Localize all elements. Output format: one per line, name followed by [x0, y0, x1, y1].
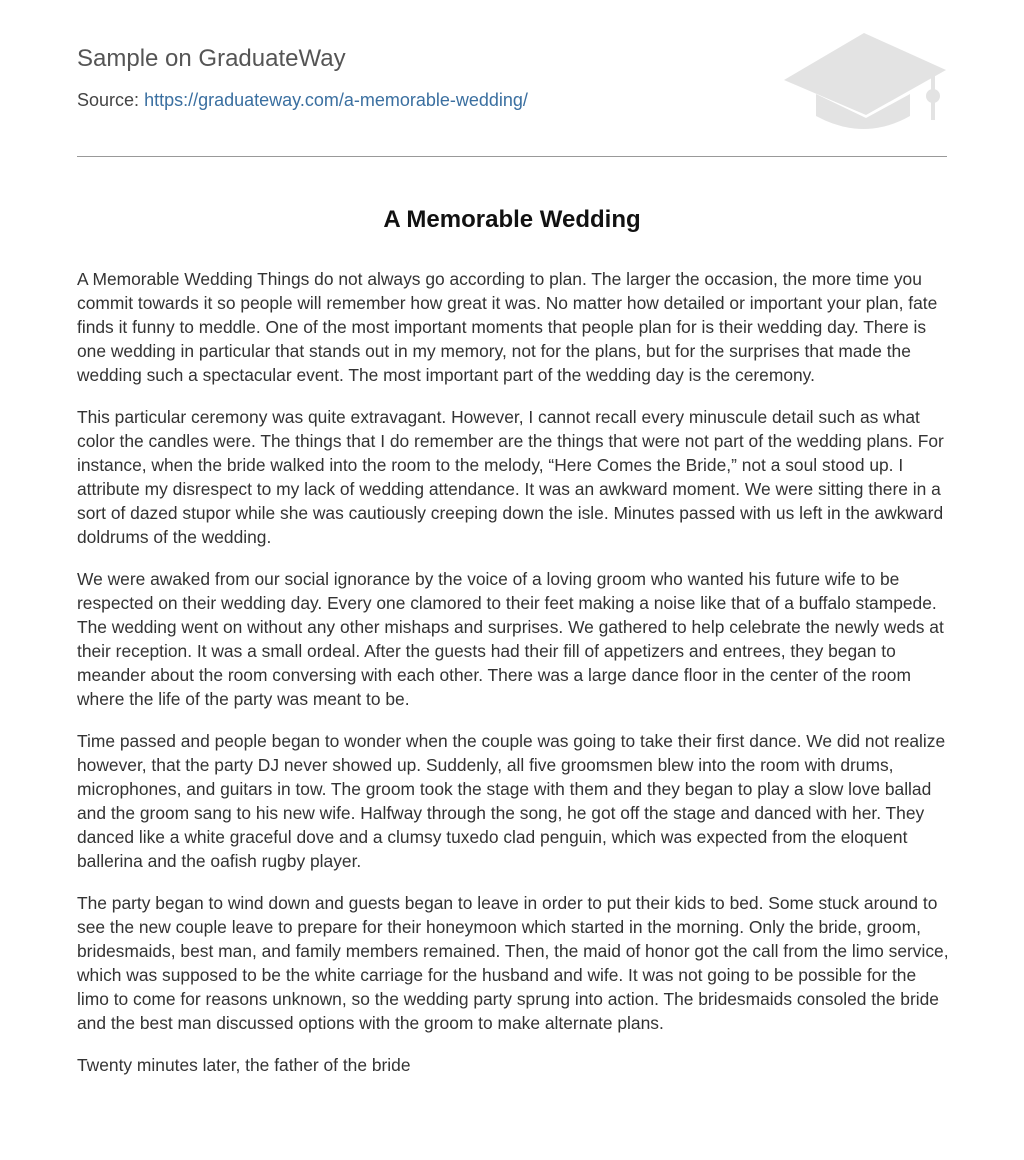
- source-line: [77, 89, 528, 111]
- paragraph: This particular ceremony was quite extravagant. However, I cannot recall every minuscule detail such as what color the candles were. The things that I do remember are the things that were not part of the wedding plans. For instance, when the bride walked into the room to the melody, “Here Comes the Bride,” not a soul stood up. I attribute my disrespect to my lack of wedding attendance. It was an awkward moment. We were sitting there in a sort of dazed stupor while she was cautiously creeping down the isle. Minutes passed with us left in the awkward doldrums of the wedding.: [77, 407, 944, 547]
- page-header: [77, 0, 947, 157]
- paragraph: The party began to wind down and guests began to leave in order to put their kids to bed. Some stuck around to see the new couple leave to prepare for their honeymoon which started in the morning. Only the bride, groom, bridesmaids, best man, and family members remained. Then, the maid of honor got the call from the limo service, which was supposed to be the white carriage for the husband and wife. It was not going to be possible for the limo to come for reasons unknown, so the wedding party sprung into action. The bridesmaids consoled the bride and the best man discussed options with the groom to make alternate plans.: [77, 893, 949, 1033]
- source-label: Source:: [77, 90, 140, 110]
- paragraph: Twenty minutes later, the father of the bride: [77, 1055, 411, 1075]
- site-name: Sample on GraduateWay: [77, 45, 346, 72]
- graduation-cap-icon: [780, 30, 950, 134]
- article-title: A Memorable Wedding: [383, 206, 641, 233]
- paragraph: Time passed and people began to wonder when the couple was going to take their first dance. We did not realize however, that the party DJ never showed up. Suddenly, all five groomsmen blew into the room with drums, microphones, and guitars in tow. The groom took the stage with them and they began to play a slow love ballad and the groom sang to his new wife. Halfway through the song, he got off the stage and danced with her. They danced like a white graceful dove and a clumsy tuxedo clad penguin, which was expected from the eloquent ballerina and the oafish rugby player.: [77, 731, 946, 871]
- paragraph: We were awaked from our social ignorance by the voice of a loving groom who wanted his future wife to be respected on their wedding day. Every one clamored to their feet making a noise like that of a buffalo stampede. The wedding went on without any other mishaps and surprises. We gathered to help celebrate the newly weds at their reception. It was a small ordeal. After the guests had their fill of appetizers and entrees, they began to meander about the room conversing with each other. There was a large dance floor in the center of the room where the life of the party was meant to be.: [77, 569, 944, 709]
- source-link[interactable]: https://graduateway.com/a-memorable-wedding/: [144, 90, 528, 110]
- paragraph: A Memorable Wedding Things do not always go according to plan. The larger the occasion, the more time you commit towards it so people will remember how great it was. No matter how detailed or important your plan, fate finds it funny to meddle. One of the most important moments that people plan for is their wedding day. There is one wedding in particular that stands out in my memory, not for the plans, but for the surprises that made the wedding such a spectacular event. The most important part of the wedding day is the ceremony.: [77, 269, 938, 385]
- article-body: [77, 267, 952, 1095]
